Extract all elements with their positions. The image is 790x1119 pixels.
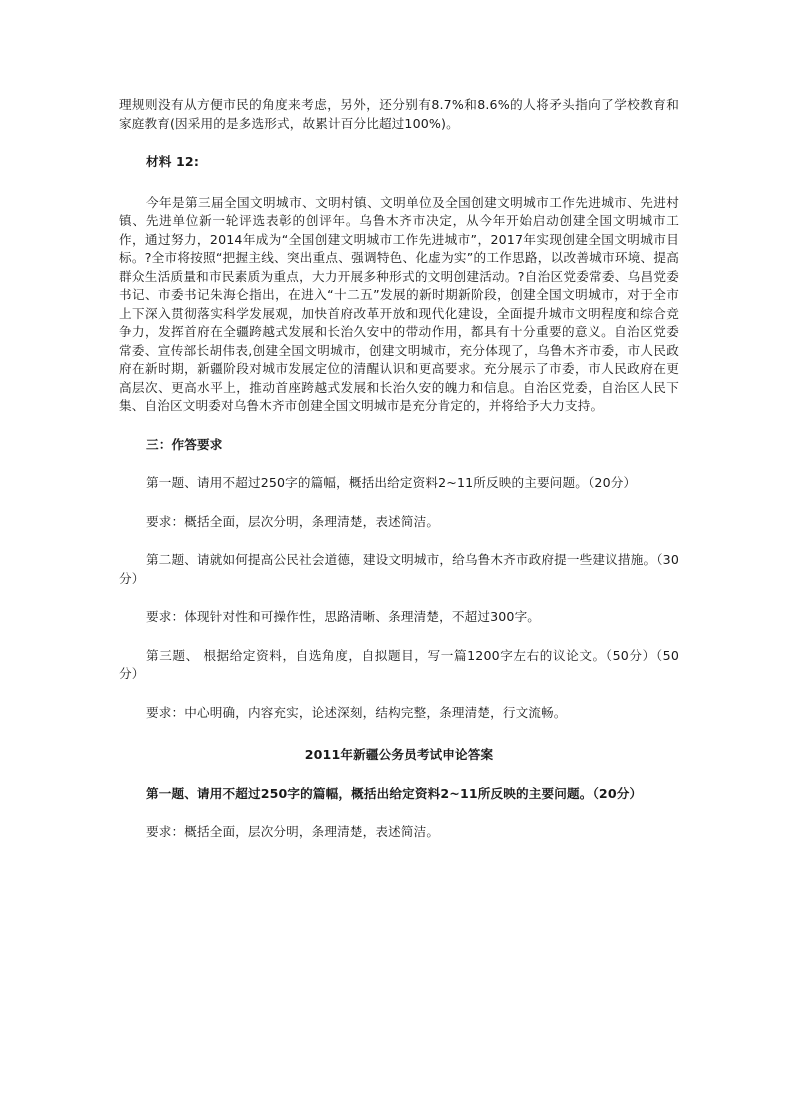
answer-question-1: 第一题、请用不超过250字的篇幅，概括出给定资料2~11所反映的主要问题。（20分） bbox=[146, 785, 643, 801]
question-1: 第一题、请用不超过250字的篇幅，概括出给定资料2~11所反映的主要问题。（20分） bbox=[146, 475, 637, 490]
requirements-heading: 三：作答要求 bbox=[146, 436, 223, 452]
answer-question-1-requirement: 要求：概括全面，层次分明，条理清楚，表述简洁。 bbox=[146, 824, 440, 839]
document-page bbox=[119, 96, 679, 842]
question-1-requirement: 要求：概括全面，层次分明，条理清楚，表述简洁。 bbox=[146, 513, 440, 529]
question-3-requirement: 要求：中心明确，内容充实，论述深刻，结构完整，条理清楚，行文流畅。 bbox=[146, 704, 567, 720]
question-2-requirement: 要求：体现针对性和可操作性，思路清晰、条理清楚，不超过300字。 bbox=[146, 609, 541, 624]
question-3: 第三题、 根据给定资料，自选角度，自拟题目，写一篇1200字左右的议论文。（50分）（50分） bbox=[119, 647, 679, 681]
question-2: 第二题、请就如何提高公民社会道德，建设文明城市，给乌鲁木齐市政府提一些建议措施。（30分） bbox=[119, 552, 679, 586]
material-heading: 材料 12: bbox=[146, 154, 200, 169]
material-body: 今年是第三届全国文明城市、文明村镇、文明单位及全国创建文明城市工作先进城市、先进村镇、先进单位新一轮评选表彰的创评年。乌鲁木齐市决定，从今年开始启动创建全国文明城市工作，通过努力，2014年成为“全国创建文明城市工作先进城市”，2017年实现创建全国文明城市目标。?全市将按照“把握主线、突出重点、强调特色、化虚为实”的工作思路，以改善城市环境、提高群众生活质量和市民素质为重点，大力开展多种形式的文明创建活动。?自治区党委常委、乌昌党委书记、市委书记朱海仑指出，在进入“十二五”发展的新时期新阶段，创建全国文明城市，对于全市上下深入贯彻落实科学发展观，加快首府改革开放和现代化建设，全面提升城市文明程度和综合竞争力，发挥首府在全疆跨越式发展和长治久安中的带动作用，都具有十分重要的意义。自治区党委常委、宣传部长胡伟表,创建全国文明城市，创建文明城市，充分体现了，乌鲁木齐市委，市人民政府在新时期，新疆阶段对城市发展定位的清醒认识和更高要求。充分展示了市委，市人民政府在更高层次、更高水平上，推动首座跨越式发展和长治久安的魄力和信息。自治区党委，自治区人民下集、自治区文明委对乌鲁木齐市创建全国文明城市是充分肯定的，并将给予大力支持。 bbox=[119, 194, 679, 413]
answers-title: 2011年新疆公务员考试申论答案 bbox=[304, 747, 494, 762]
intro-paragraph: 理规则没有从方便市民的角度来考虑，另外，还分别有8.7%和8.6%的人将矛头指向了学校教育和家庭教育(因采用的是多选形式，故累计百分比超过100%)。 bbox=[119, 97, 679, 131]
